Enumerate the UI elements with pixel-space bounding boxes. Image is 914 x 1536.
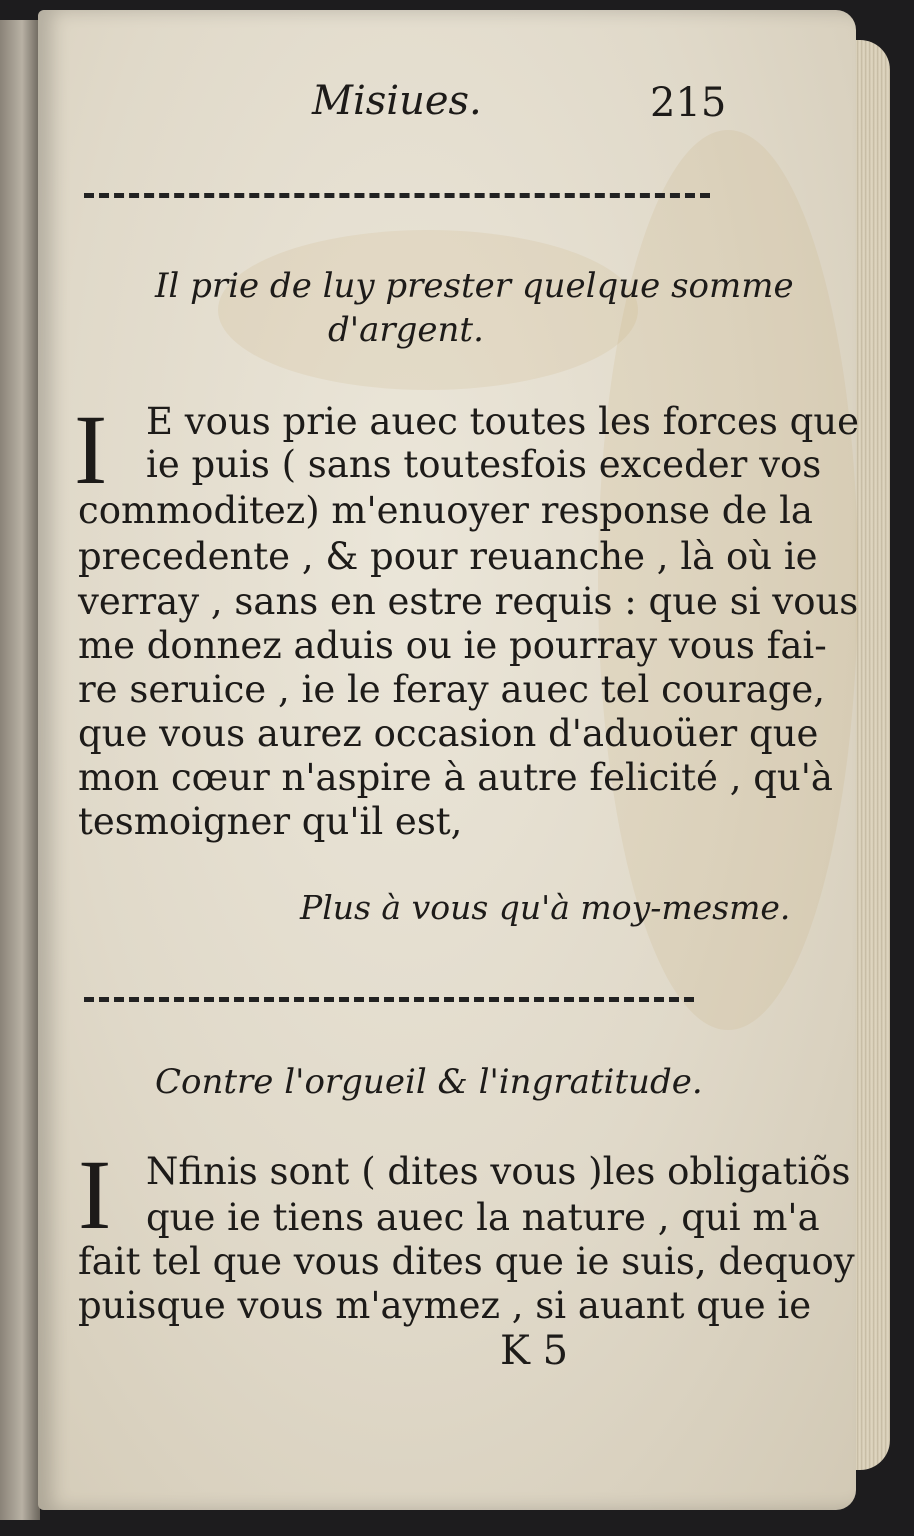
body-line: fait tel que vous dites que ie suis, dequoy bbox=[78, 1240, 855, 1283]
body-line: re seruice , ie le feray auec tel courage, bbox=[78, 668, 826, 711]
letter-closing: Plus à vous qu'à moy-mesme. bbox=[300, 888, 791, 927]
body-line: que ie tiens auec la nature , qui m'a bbox=[146, 1196, 820, 1239]
body-line: precedente , & pour reuanche , là où ie bbox=[78, 535, 818, 578]
ornamental-rule bbox=[84, 193, 710, 198]
body-line: ie puis ( sans toutesfois exceder vos bbox=[146, 443, 822, 486]
letter-heading: Il prie de luy prester quelque somme bbox=[155, 266, 794, 306]
ornamental-rule bbox=[84, 997, 694, 1002]
letter-heading: Contre l'orgueil & l'ingratitude. bbox=[155, 1062, 703, 1102]
letter-heading-continued: d'argent. bbox=[328, 310, 484, 350]
drop-capital: I bbox=[74, 394, 108, 505]
signature-mark: K 5 bbox=[500, 1328, 569, 1374]
body-line: puisque vous m'aymez , si auant que ie bbox=[78, 1284, 812, 1327]
drop-capital: I bbox=[78, 1139, 112, 1250]
page-number: 215 bbox=[650, 80, 727, 126]
body-line: me donnez aduis ou ie pourray vous fai- bbox=[78, 624, 827, 667]
body-line: verray , sans en estre requis : que si vous bbox=[78, 580, 859, 623]
running-head: Misiues. bbox=[312, 78, 482, 124]
body-line: tesmoigner qu'il est, bbox=[78, 800, 463, 843]
body-line: commoditez) m'enuoyer response de la bbox=[78, 489, 813, 532]
previous-page-edge bbox=[0, 20, 40, 1520]
body-line: E vous prie auec toutes les forces que bbox=[146, 400, 860, 443]
body-line: Nfinis sont ( dites vous )les obligatiõs bbox=[146, 1150, 851, 1193]
body-line: que vous aurez occasion d'aduoüer que bbox=[78, 712, 819, 755]
body-line: mon cœur n'aspire à autre felicité , qu'à bbox=[78, 756, 833, 799]
